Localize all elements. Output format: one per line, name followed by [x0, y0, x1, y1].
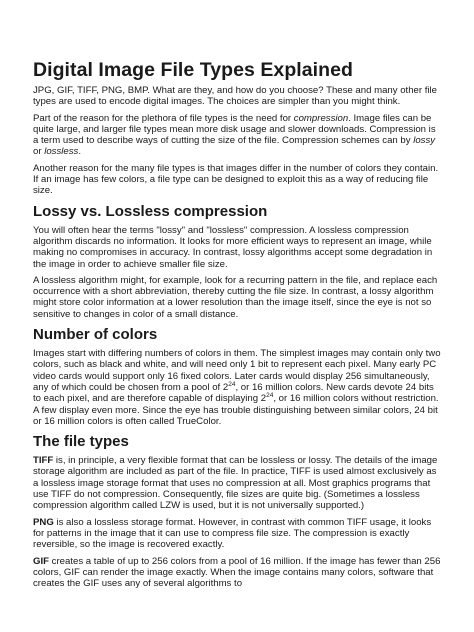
png-paragraph: PNG is also a lossless storage format. However, in contrast with common TIFF usage, it looks for patterns in the image that it can use to compress file size. The compression is exactly reversible, so the image is recovered exactly.	[33, 516, 432, 551]
gif-label: GIF	[33, 555, 49, 567]
intro-paragraph-2: Part of the reason for the plethora of file types is the need for compression. Image files can be quite large, and larger file types mean more disk usage and slower downloads. Compression is a term used to describe ways of cutting the size of the file. Compression schemes can by lossy or lossless.	[33, 112, 436, 158]
section-heading-colors: Number of colors	[33, 326, 158, 344]
page-title: Digital Image File Types Explained	[33, 59, 353, 81]
emphasis-compression: compression	[293, 112, 349, 124]
section-heading-file-types: The file types	[33, 433, 129, 451]
intro-paragraph-1: JPG, GIF, TIFF, PNG, BMP. What are they, and how do you choose? These and many other file types are used to encode digital images. The choices are simpler than you might think.	[33, 85, 438, 108]
lossy-paragraph-1: You will often hear the terms "lossy" and "lossless" compression. A lossless compression algorithm discards no information. It looks for more efficient ways to represent an image, while making no compromises in accuracy. In contrast, lossy algorithms accept some degradation in the image in order to achieve smaller file size.	[33, 224, 433, 270]
colors-paragraph: Images start with differing numbers of colors in them. The simplest images may contain only two colors, such as black and white, and will need only 1 bit to represent each pixel. Many early PC video cards would support only 16 fixed colors. Later cards would display 256 simultaneously, any of which could be chosen from a pool of $2^{24}$, or 16 million colors. New cards devote 24 bits to each pixel, and are therefore capable of displaying $2^{24}$, or 16 million colors without restriction. A few display even more. Since the eye has trouble distinguishing between similar colors, 24 bit or 16 million colors is often called TrueColor.	[33, 348, 441, 427]
section-heading-lossy: Lossy vs. Lossless compression	[33, 202, 268, 220]
gif-paragraph: GIF creates a table of up to 256 colors from a pool of 16 million. If the image has fewer than 256 colors, GIF can render the image exactly. When the image contains many colors, software that creates the GIF uses any of several algorithms to	[33, 555, 441, 590]
tiff-label: TIFF	[33, 455, 54, 467]
lossy-paragraph-2: A lossless algorithm might, for example, look for a recurring pattern in the file, and replace each occurrence with a short abbreviation, thereby cutting the file size. In contrast, a lossy algorithm might store color information at a lower resolution than the image itself, since the eye is not so sensitive to changes in color of a small distance.	[33, 274, 438, 320]
intro-paragraph-3: Another reason for the many file types is that images differ in the number of colors they contain. If an image has few colors, a file type can be designed to exploit this as a way of reducing file size.	[33, 162, 439, 197]
tiff-paragraph: TIFF is, in principle, a very flexible format that can be lossless or lossy. The details of the image storage algorithm are included as part of the file. In practice, TIFF is used almost exclusively as a lossless image storage format that uses no compression at all. Most graphics programs that use TIFF do not compression. Consequently, file sizes are quite big. (Sometimes a lossless compression algorithm called LZW is used, but it is not universally supported.)	[33, 455, 438, 512]
emphasis-lossy: lossy	[413, 135, 436, 147]
emphasis-lossless: lossless	[44, 146, 79, 158]
png-label: PNG	[33, 516, 54, 528]
